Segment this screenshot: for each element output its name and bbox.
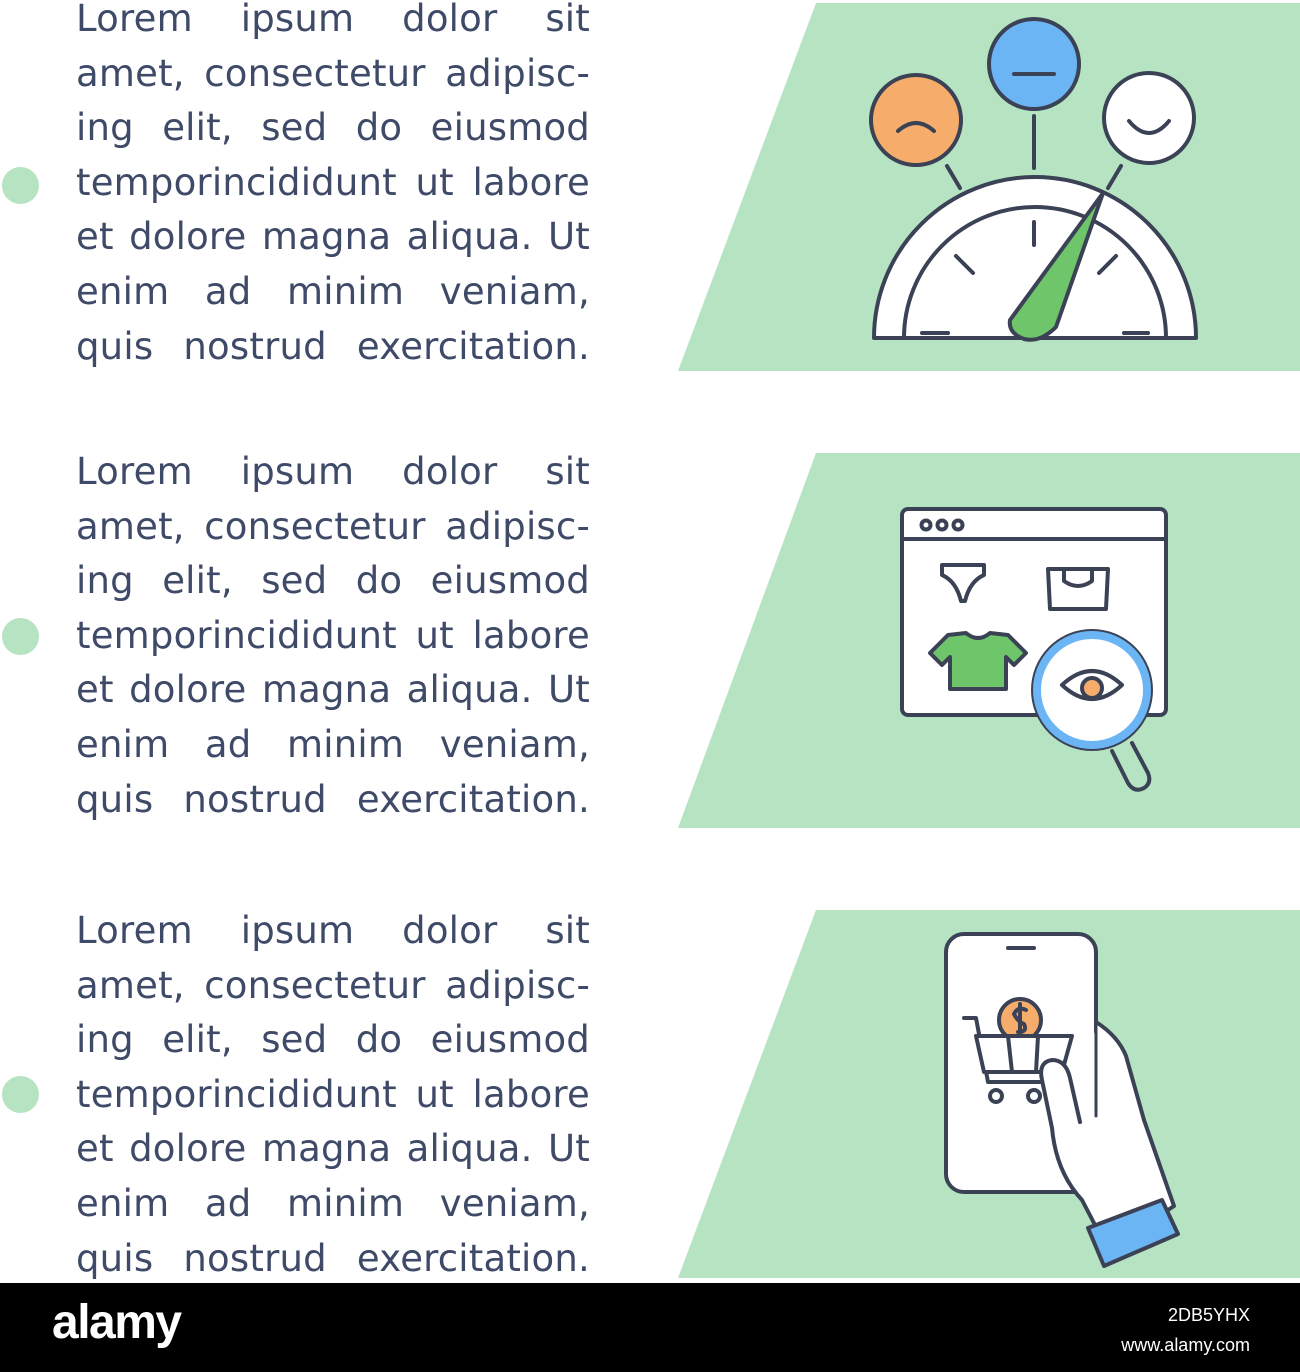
paragraph-3 <box>76 904 590 1286</box>
illustration-panel-1 <box>678 3 1300 371</box>
paragraph-line: ing elit, sed do eiusmod <box>76 559 590 603</box>
paragraph-line: Lorem ipsum dolor sit <box>76 450 590 493</box>
bullet-dot <box>2 1076 39 1113</box>
bullet-dot <box>2 167 39 204</box>
paragraph-line: ing elit, sed do eiusmod <box>76 1018 590 1062</box>
paragraph-line: enim ad minim veniam, <box>76 1181 590 1225</box>
paragraph-line: amet, consectetur adipisc- <box>76 504 590 548</box>
satisfaction-meter-icon <box>678 3 1300 371</box>
illustration-panel-2 <box>678 453 1300 828</box>
paragraph-line: temporincididunt ut labore <box>76 613 590 657</box>
mobile-shopping-icon <box>678 910 1300 1278</box>
watermark-footer <box>0 1283 1300 1372</box>
paragraph-line: enim ad minim veniam, <box>76 269 590 313</box>
paragraph-line: Lorem ipsum dolor sit <box>76 909 590 952</box>
paragraph-line: amet, consectetur adipisc- <box>76 963 590 1007</box>
paragraph-line: temporincididunt ut labore <box>76 1072 590 1116</box>
paragraph-line: amet, consectetur adipisc- <box>76 51 590 95</box>
paragraph-line: et dolore magna aliqua. Ut <box>76 668 590 712</box>
site-url: www.alamy.com <box>1121 1335 1250 1355</box>
paragraph-line: temporincididunt ut labore <box>76 160 590 204</box>
paragraph-2 <box>76 445 590 827</box>
content-section-2 <box>0 450 1300 830</box>
paragraph-line: quis nostrud exercitation. <box>76 777 590 821</box>
bullet-dot <box>2 618 39 655</box>
online-shop-browse-icon <box>678 453 1300 828</box>
paragraph-line: Lorem ipsum dolor sit <box>76 0 590 40</box>
content-section-3 <box>0 907 1300 1283</box>
content-section-1 <box>0 0 1300 380</box>
paragraph-line: quis nostrud exercitation. <box>76 324 590 368</box>
brand-logo: alamy <box>52 1296 181 1349</box>
paragraph-line: ing elit, sed do eiusmod <box>76 106 590 150</box>
image-id: 2DB5YHX <box>1167 1305 1250 1325</box>
paragraph-line: et dolore magna aliqua. Ut <box>76 215 590 259</box>
paragraph-line: enim ad minim veniam, <box>76 722 590 766</box>
illustration-panel-3 <box>678 910 1300 1278</box>
paragraph-1 <box>76 0 590 374</box>
paragraph-line: quis nostrud exercitation. <box>76 1236 590 1280</box>
paragraph-line: et dolore magna aliqua. Ut <box>76 1127 590 1171</box>
